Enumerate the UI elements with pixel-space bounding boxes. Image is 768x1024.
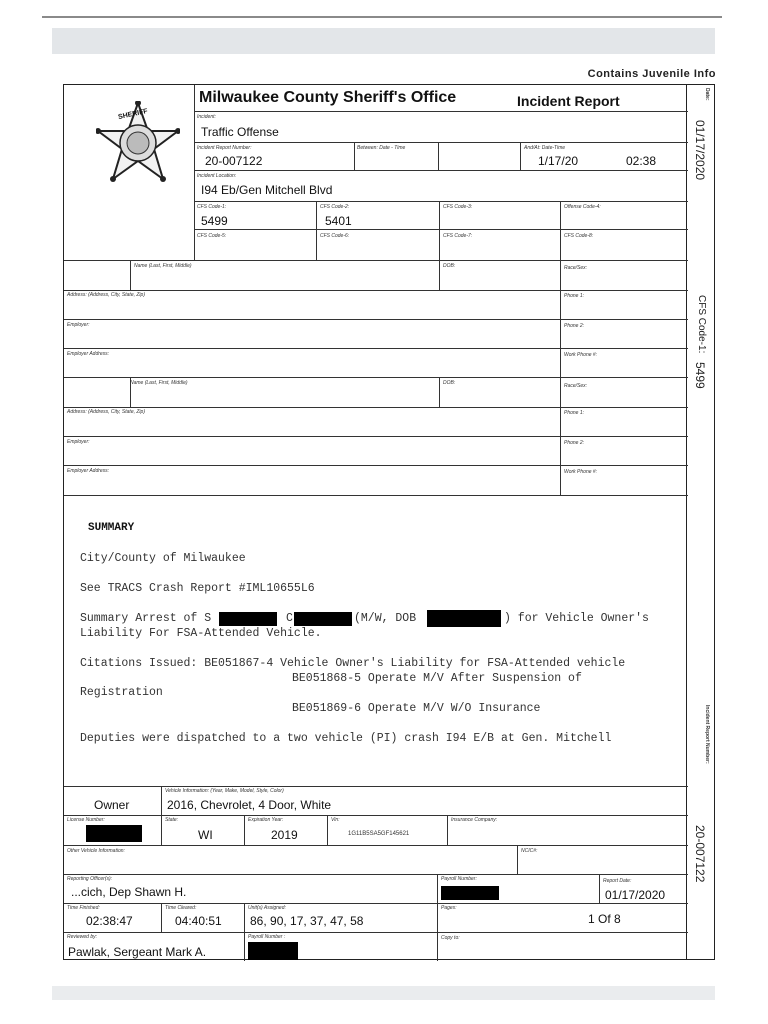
phone2-label-1: Phone 2:	[564, 323, 585, 329]
name-label-2: Name (Last, First, Middle)	[130, 380, 188, 386]
office-name: Milwaukee County Sheriff's Office	[199, 89, 457, 106]
incident-label: Incident:	[197, 114, 216, 120]
summary-line-3a: Summary Arrest of S	[80, 612, 212, 625]
time-cleared-value: 04:40:51	[175, 914, 222, 928]
name-label-1: Name (Last, First, Middle)	[134, 263, 192, 269]
badge-word: SHERIFF	[117, 107, 149, 122]
juvenile-note: Contains Juvenile Info	[587, 68, 716, 80]
redaction-box	[248, 942, 298, 960]
dob-label-1: DOB:	[443, 263, 456, 269]
units-value: 86, 90, 17, 37, 47, 58	[250, 914, 364, 928]
cfs-code2-label: CFS Code-2:	[320, 204, 350, 210]
incident-date: 1/17/20	[538, 154, 579, 168]
report-date-label: Report Date:	[603, 878, 632, 884]
cfs-code5-label: CFS Code-5:	[197, 233, 227, 239]
summary-line-4: Liability For FSA-Attended Vehicle.	[80, 627, 322, 640]
reviewed-by-label: Reviewed by:	[67, 934, 98, 940]
between-label: Between: Date - Time	[357, 145, 406, 151]
reviewed-by-value: Pawlak, Sergeant Mark A.	[68, 945, 207, 959]
redaction-box	[441, 886, 499, 900]
summary-line-2: See TRACS Crash Report #IML10655L6	[80, 582, 315, 595]
ncic-label: NCIC#:	[521, 848, 538, 854]
report-type: Incident Report	[517, 93, 620, 109]
phone1-label-2: Phone 1:	[564, 410, 585, 416]
side-date-label: Date:	[704, 88, 710, 101]
employer-label-1: Employer:	[67, 322, 90, 328]
report-number-value: 20-007122	[205, 154, 263, 168]
reporting-officer-label: Reporting Officer(s):	[67, 876, 113, 882]
reporting-officer-value: ...cich, Dep Shawn H.	[71, 885, 187, 899]
vehicle-info-value: 2016, Chevrolet, 4 Door, White	[167, 798, 332, 812]
redaction-box	[427, 610, 501, 627]
work-phone-label-1: Work Phone #:	[564, 352, 598, 358]
time-cleared-label: Time Cleared:	[165, 905, 197, 911]
top-rule	[42, 16, 722, 18]
report-number-label: Incident Report Number:	[197, 145, 252, 151]
cfs-code1-label: CFS Code-1:	[197, 204, 227, 210]
summary-line-5: Citations Issued: BE051867-4 Vehicle Owner's Liability for FSA-Attended vehicle	[80, 657, 626, 670]
vehicle-role: Owner	[94, 798, 130, 812]
side-cfs-label: CFS Code-1:	[696, 295, 707, 354]
offense-code4-label: Offense Code-4:	[564, 204, 601, 210]
andat-label: And/At: Date-Time	[524, 145, 566, 151]
scan-footer-band	[52, 986, 715, 1000]
insurance-label: Insurance Company:	[451, 817, 498, 823]
summary-line-6: BE051868-5 Operate M/V After Suspension of	[292, 672, 582, 685]
address-label-2: Address: (Address, City, State, Zip)	[67, 409, 145, 415]
incident-time: 02:38	[626, 154, 657, 168]
side-date-value: 01/17/2020	[693, 120, 707, 181]
expiration-value: 2019	[271, 828, 298, 842]
summary-line-3d: ) for Vehicle Owner's	[504, 612, 649, 625]
race-sex-label-2: Race/Sex:	[564, 383, 588, 389]
employer-label-2: Employer:	[67, 439, 90, 445]
incident-value: Traffic Offense	[201, 125, 279, 139]
units-label: Unit(s) Assigned:	[248, 905, 286, 911]
report-date-value: 01/17/2020	[605, 888, 666, 902]
race-sex-label-1: Race/Sex:	[564, 265, 588, 271]
pages-value: 1 Of 8	[588, 912, 621, 926]
payroll-label: Payroll Number:	[441, 876, 477, 882]
time-finished-value: 02:38:47	[86, 914, 133, 928]
dob-label-2: DOB:	[443, 380, 456, 386]
cfs-code3-label: CFS Code-3:	[443, 204, 473, 210]
expiration-label: Expiration Year:	[248, 817, 284, 823]
vehicle-info-label: Vehicle Information: (Year, Make, Model, Style, Color)	[165, 788, 284, 794]
state-label: State:	[165, 817, 179, 823]
employer-address-label-1: Employer Address:	[67, 351, 110, 357]
cfs-code2-value: 5401	[325, 214, 352, 228]
summary-title: SUMMARY	[88, 522, 135, 534]
location-label: Incident Location:	[197, 173, 237, 179]
redaction-box	[294, 612, 352, 626]
summary-line-8: BE051869-6 Operate M/V W/O Insurance	[292, 702, 541, 715]
other-vehicle-label: Other Vehicle Information:	[67, 848, 125, 854]
scan-header-band	[52, 28, 715, 54]
payroll2-label: Payroll Number :	[248, 934, 286, 940]
address-label-1: Address: (Address, City, State, Zip)	[67, 292, 145, 298]
cfs-code1-value: 5499	[201, 214, 228, 228]
incident-report-form	[63, 84, 687, 960]
location-value: I94 Eb/Gen Mitchell Blvd	[201, 183, 333, 197]
phone1-label-1: Phone 1:	[564, 293, 585, 299]
side-report-number-value: 20-007122	[693, 825, 707, 883]
summary-line-1: City/County of Milwaukee	[80, 552, 246, 565]
phone2-label-2: Phone 2:	[564, 440, 585, 446]
side-cfs-value: 5499	[693, 362, 707, 389]
summary-line-7: Registration	[80, 686, 163, 699]
redaction-box	[86, 825, 142, 842]
employer-address-label-2: Employer Address:	[67, 468, 110, 474]
state-value: WI	[198, 828, 213, 842]
vin-label: Vin:	[331, 817, 340, 823]
redaction-box	[219, 612, 277, 626]
cfs-code6-label: CFS Code-6:	[320, 233, 350, 239]
time-finished-label: Time Finished:	[67, 905, 100, 911]
summary-line-9: Deputies were dispatched to a two vehicle (PI) crash I94 E/B at Gen. Mitchell	[80, 732, 612, 745]
license-label: License Number:	[67, 817, 105, 823]
summary-line-3b: C	[286, 612, 293, 625]
summary-line-3c: (M/W, DOB	[354, 612, 417, 625]
cfs-code8-label: CFS Code-8:	[564, 233, 594, 239]
side-report-number-label: Incident Report Number:	[704, 705, 710, 764]
work-phone-label-2: Work Phone #:	[564, 469, 598, 475]
cfs-code7-label: CFS Code-7:	[443, 233, 473, 239]
copy-to-label: Copy to:	[441, 935, 460, 941]
vin-value: 1G11B5SA5GF145621	[348, 831, 410, 837]
pages-label: Pages:	[441, 905, 457, 911]
